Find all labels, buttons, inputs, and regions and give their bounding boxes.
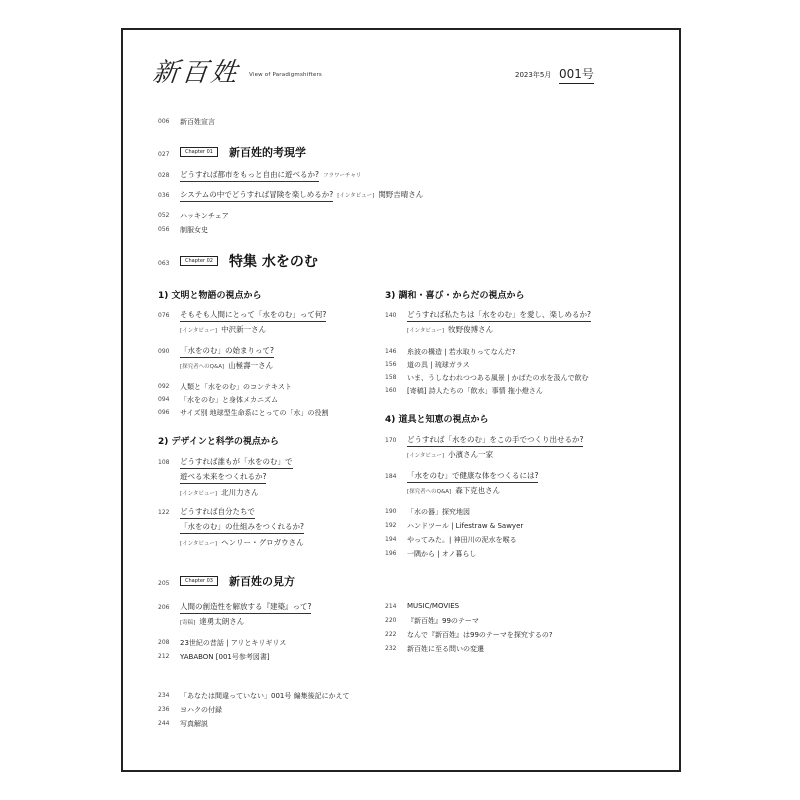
- toc-item-title-line1: どうすれば自分たちで: [180, 506, 255, 519]
- toc-item-title: ヨハクの付録: [180, 706, 222, 714]
- toc-item-person: 森下克也さん: [455, 486, 501, 495]
- magazine-subtitle: View of Paradigmshifters: [249, 72, 322, 78]
- toc-item-title: 「水をのむ」で健康な体をつくるには?: [407, 470, 538, 483]
- toc-item-title: 人類と「水をのむ」のコンテキスト: [180, 383, 292, 391]
- page-number: 027: [158, 151, 170, 158]
- magazine-logo: 新百姓: [151, 58, 242, 88]
- page-number: 184: [385, 473, 397, 480]
- toc-item-credit: [180, 487, 259, 498]
- page-number: 108: [158, 459, 170, 466]
- toc-item-title: どうすれば都市をもっと自由に遊べるか?: [180, 169, 319, 182]
- toc-item-title: [寄稿] 詩人たちの「飲水」事情 拖小燈さん: [407, 387, 543, 395]
- toc-page: [121, 28, 681, 772]
- page-number: 063: [158, 260, 170, 267]
- toc-item-title: 『新百姓』99のテーマ: [407, 617, 479, 625]
- page-number: 190: [385, 508, 397, 515]
- page-number: 028: [158, 172, 170, 179]
- page-number: 156: [385, 361, 397, 368]
- toc-item-tag: [インタビュー]: [180, 328, 218, 334]
- toc-item-title: 制服女史: [180, 226, 208, 234]
- toc-item-tag: [探究者へのQ&A]: [180, 364, 225, 370]
- toc-item-title: やってみた。| 神田川の泥水を喉る: [407, 536, 517, 544]
- toc-item-title: 写真解説: [180, 720, 208, 728]
- page-number: 146: [385, 348, 397, 355]
- toc-item-person: 小濱さん一家: [448, 450, 494, 459]
- issue-date: 2023年5月: [515, 71, 552, 79]
- page-number: 052: [158, 212, 170, 219]
- toc-item-title-line2: 遊べる未来をつくれるか?: [180, 471, 266, 484]
- toc-item-title: サイズ別 地球型生命系にとっての「水」の役割: [180, 409, 329, 417]
- toc-item-title: 一隅から | オノ暮らし: [407, 550, 477, 558]
- toc-item-title: 道の具 | 琉球ガラス: [407, 361, 470, 369]
- page-number: 196: [385, 550, 397, 557]
- toc-item-person: 山極壽一さん: [228, 361, 274, 370]
- chapter-title: 新百姓的考現学: [229, 146, 306, 159]
- page-number: 244: [158, 720, 170, 727]
- page-number: 212: [158, 653, 170, 660]
- toc-item-title: 「水をのむ」の始まりって?: [180, 345, 274, 358]
- page-number: 234: [158, 692, 170, 699]
- toc-item-person: 達勇太朗さん: [199, 617, 245, 626]
- page-number: 192: [385, 522, 397, 529]
- toc-item-title: 「水の器」探究地図: [407, 508, 470, 516]
- toc-item-title: 「あなたは間違っていない」001号 編集後記にかえて: [180, 692, 350, 700]
- chapter-badge: Chapter 03: [180, 576, 218, 586]
- page-number: 090: [158, 348, 170, 355]
- page-number: 220: [385, 617, 397, 624]
- toc-item-title: どうすれば「水をのむ」をこの手でつくり出せるか?: [407, 434, 583, 447]
- page-number: 236: [158, 706, 170, 713]
- toc-item-person: 北川力さん: [221, 488, 259, 497]
- page-number: 160: [385, 387, 397, 394]
- toc-item-title: 「水をのむ」と身体メカニズム: [180, 396, 278, 404]
- toc-item-title: システムの中でどうすれば冒険を楽しめるか?: [180, 189, 333, 202]
- toc-item-credit: [180, 537, 304, 548]
- toc-item-title-line2: 「水をのむ」の仕組みをつくれるか?: [180, 521, 304, 534]
- toc-item-title-line1: どうすれば誰もが「水をのむ」で: [180, 456, 293, 469]
- chapter-badge: Chapter 02: [180, 256, 218, 266]
- toc-item-title: ハンドツール | Lifestraw & Sawyer: [407, 522, 524, 530]
- toc-item-person: 関野吉晴さん: [378, 190, 424, 199]
- issue-number: 001号: [559, 65, 594, 84]
- section-heading: 4) 道具と知恵の視点から: [385, 415, 489, 425]
- chapter-title: 特集 水をのむ: [229, 254, 318, 270]
- page-number: 214: [385, 603, 397, 610]
- toc-item-credit: [180, 360, 273, 371]
- toc-item: [180, 189, 423, 202]
- page-number: 208: [158, 639, 170, 646]
- toc-item-tag: [インタビュー]: [407, 328, 445, 334]
- toc-item-tag: [インタビュー]: [337, 193, 375, 199]
- toc-item-tag: [インタビュー]: [407, 453, 445, 459]
- section-heading: 3) 調和・喜び・からだの視点から: [385, 291, 525, 301]
- page-number: 140: [385, 312, 397, 319]
- toc-item-tag: [インタビュー]: [180, 541, 218, 547]
- page-number: 036: [158, 192, 170, 199]
- toc-item-credit: [180, 324, 266, 335]
- chapter-title: 新百姓の見方: [229, 575, 295, 588]
- section-heading: 1) 文明と物語の視点から: [158, 291, 262, 301]
- toc-item-title: なんで『新百姓』は99のテーマを探究するの?: [407, 631, 553, 639]
- toc-item-credit: [407, 324, 493, 335]
- page-number: 205: [158, 580, 170, 587]
- toc-item-title: ハッキンチェア: [180, 212, 229, 220]
- toc-item-title: YABABON [001号参考図書]: [180, 653, 270, 661]
- page-number: 092: [158, 383, 170, 390]
- toc-item-title: いま、うしなわれつつある風景 | かばたの水を汲んで飲む: [407, 374, 589, 382]
- toc-item-title: MUSIC/MOVIES: [407, 602, 460, 610]
- toc-item-credit: [407, 449, 493, 460]
- page-number: 232: [385, 645, 397, 652]
- page-number: 056: [158, 226, 170, 233]
- page-number: 170: [385, 437, 397, 444]
- toc-item-title: そもそも人間にとって「水をのむ」って何?: [180, 309, 326, 322]
- toc-item-person: 中沢新一さん: [221, 325, 267, 334]
- toc-item-title: どうすれば私たちは「水をのむ」を愛し、楽しめるか?: [407, 309, 591, 322]
- toc-item-person: 牧野俊博さん: [448, 325, 494, 334]
- toc-item-credit: [407, 485, 500, 496]
- page-number: 076: [158, 312, 170, 319]
- toc-item-note: フラワーチャリ: [322, 173, 362, 179]
- toc-item-tag: [寄稿]: [180, 620, 196, 626]
- section-heading: 2) デザインと科学の視点から: [158, 437, 279, 447]
- toc-item-tag: [インタビュー]: [180, 491, 218, 497]
- page-number: 006: [158, 118, 170, 125]
- page-number: 206: [158, 604, 170, 611]
- page-number: 094: [158, 396, 170, 403]
- toc-item-title: 人間の創造性を解放する『建築』って?: [180, 601, 311, 614]
- toc-item-title: 新百姓に至る問いの変遷: [407, 645, 484, 653]
- chapter-badge: Chapter 01: [180, 147, 218, 157]
- toc-item-person: ヘンリー・グロガウさん: [221, 538, 304, 547]
- toc-item-credit: [180, 616, 244, 627]
- toc-item-title: 新百姓宣言: [180, 118, 215, 126]
- page-number: 158: [385, 374, 397, 381]
- page-number: 222: [385, 631, 397, 638]
- page-number: 096: [158, 409, 170, 416]
- toc-item-title: 23世紀の昔話 | アリとキリギリス: [180, 639, 287, 647]
- toc-item: [180, 169, 361, 182]
- page-number: 194: [385, 536, 397, 543]
- page-number: 122: [158, 509, 170, 516]
- toc-item-tag: [探究者へのQ&A]: [407, 489, 452, 495]
- toc-item-title: 糸波の構造 | 若水取りってなんだ?: [407, 348, 516, 356]
